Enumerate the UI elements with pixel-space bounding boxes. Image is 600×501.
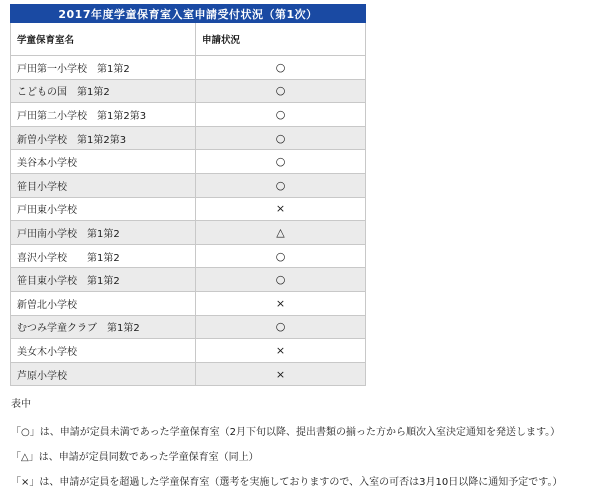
facility-name-cell: 芦原小学校 [11, 362, 196, 386]
facility-name-cell: 笹目東小学校 第1第2 [11, 268, 196, 292]
application-status-cell: ○ [196, 173, 366, 197]
facility-name-cell: 戸田東小学校 [11, 197, 196, 221]
application-status-cell: △ [196, 221, 366, 245]
table-header-row [11, 23, 366, 56]
table-row [11, 339, 366, 363]
table-row [11, 291, 366, 315]
application-status-cell: ○ [196, 268, 366, 292]
facility-name-cell: 美女木小学校 [11, 339, 196, 363]
application-status-cell: × [196, 291, 366, 315]
facility-name-cell: むつみ学童クラブ 第1第2 [11, 315, 196, 339]
table-row [11, 126, 366, 150]
table-row [11, 173, 366, 197]
legend-note-over-capacity: 「×」は、申請が定員を超過した学童保育室（選考を実施しておりますので、入室の可否は3月10日以降に通知予定です。） [11, 477, 563, 488]
table-caption: 2017年度学童保育室入室申請受付状況（第1次） [11, 5, 366, 23]
application-status-cell: ○ [196, 126, 366, 150]
status-table-container [10, 4, 365, 386]
column-header-facility-name: 学童保育室名 [11, 23, 196, 56]
facility-name-cell: 喜沢小学校 第1第2 [11, 244, 196, 268]
notes-title: 表中 [11, 399, 31, 410]
table-body [11, 56, 366, 386]
table-row [11, 221, 366, 245]
application-status-table [10, 4, 366, 386]
column-header-application-status: 申請状況 [196, 23, 366, 56]
table-row [11, 150, 366, 174]
table-row [11, 268, 366, 292]
application-status-cell: ○ [196, 56, 366, 80]
table-row [11, 79, 366, 103]
table-row [11, 56, 366, 80]
facility-name-cell: 新曽小学校 第1第2第3 [11, 126, 196, 150]
table-row [11, 103, 366, 127]
application-status-cell: × [196, 339, 366, 363]
facility-name-cell: 美谷本小学校 [11, 150, 196, 174]
facility-name-cell: 笹目小学校 [11, 173, 196, 197]
table-caption-row [11, 5, 366, 23]
legend-notes [11, 398, 596, 501]
table-row [11, 197, 366, 221]
facility-name-cell: 戸田第二小学校 第1第2第3 [11, 103, 196, 127]
facility-name-cell: こどもの国 第1第2 [11, 79, 196, 103]
facility-name-cell: 新曽北小学校 [11, 291, 196, 315]
application-status-cell: ○ [196, 79, 366, 103]
table-row [11, 244, 366, 268]
application-status-cell: ○ [196, 150, 366, 174]
facility-name-cell: 戸田第一小学校 第1第2 [11, 56, 196, 80]
facility-name-cell: 戸田南小学校 第1第2 [11, 221, 196, 245]
legend-note-full: 「△」は、申請が定員同数であった学童保育室（同上） [11, 452, 259, 463]
legend-note-available: 「○」は、申請が定員未満であった学童保育室（2月下旬以降、提出書類の揃った方から順次入室決定通知を発送します。） [11, 427, 561, 438]
application-status-cell: ○ [196, 103, 366, 127]
table-row [11, 315, 366, 339]
table-row [11, 362, 366, 386]
application-status-cell: ○ [196, 244, 366, 268]
application-status-cell: × [196, 362, 366, 386]
application-status-cell: ○ [196, 315, 366, 339]
application-status-cell: × [196, 197, 366, 221]
